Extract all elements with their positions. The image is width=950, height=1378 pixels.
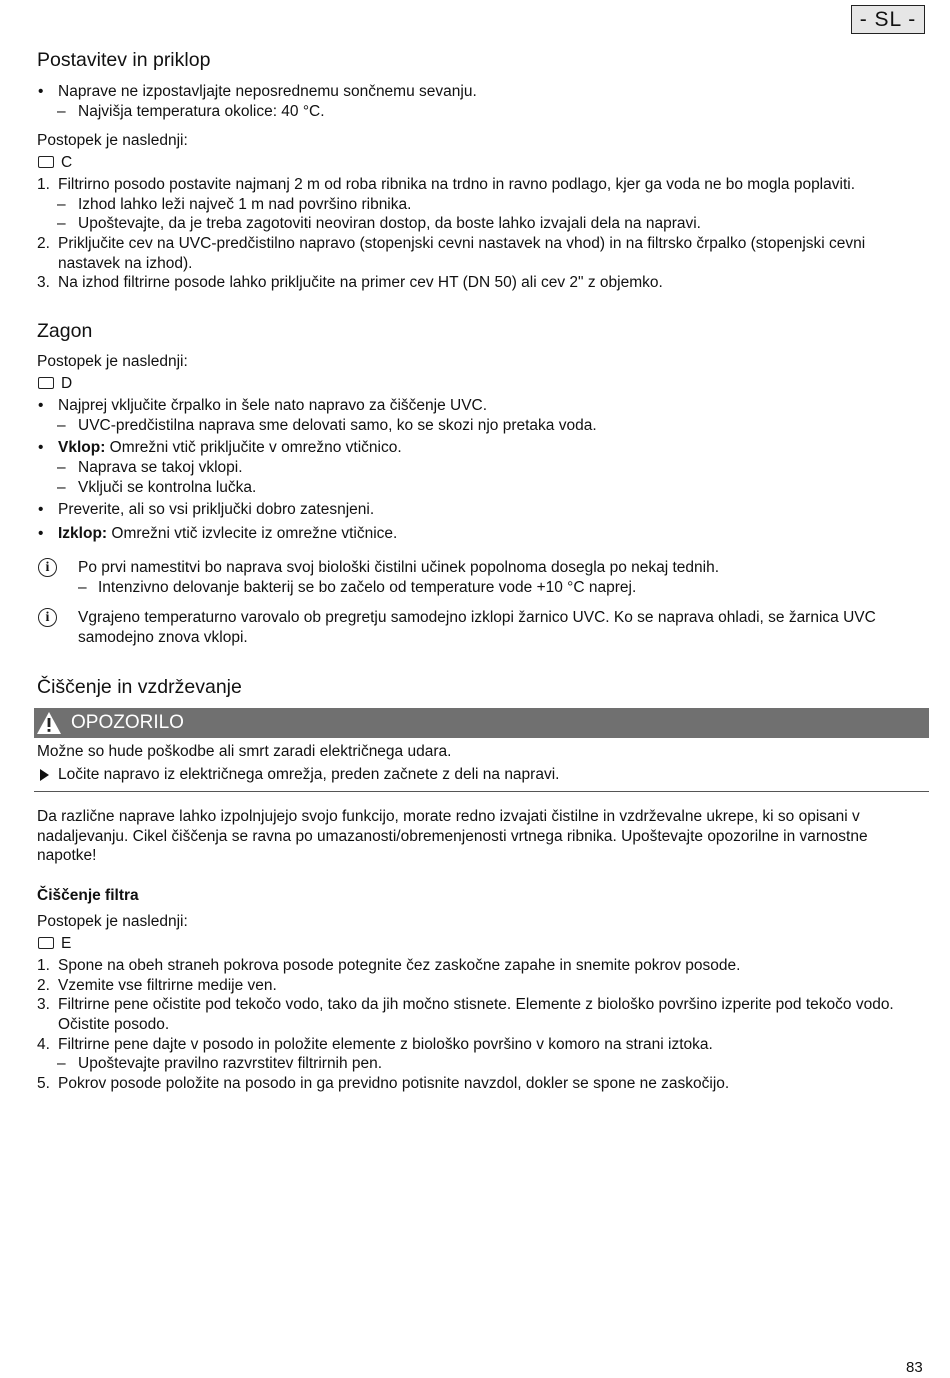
warning-banner — [34, 708, 929, 738]
info-icon: i — [38, 558, 57, 577]
list-item: • Naprave ne izpostavljajte neposrednemu sončnemu sevanju. — [37, 82, 929, 102]
warning-triangle-icon — [36, 711, 62, 735]
step-item — [37, 956, 929, 976]
info-note-subitem-text: Intenzivno delovanje bakterij se bo začelo od temperature vode +10 °C naprej. — [98, 578, 637, 596]
list-item — [37, 438, 929, 458]
step-item — [37, 273, 929, 293]
procedure-label: Postopek je naslednji: — [37, 132, 188, 149]
book-icon — [38, 937, 54, 949]
list-subitem: – Naprava se takoj vklopi. — [57, 458, 243, 476]
list-subitem-text: Vključi se kontrolna lučka. — [78, 478, 257, 496]
section-title-maintenance: Čiščenje in vzdrževanje — [37, 676, 242, 698]
step-item — [37, 1074, 929, 1094]
filter-cleaning-procedure — [37, 912, 929, 1093]
maintenance-intro: Da različne naprave lahko izpolnjujejo svojo funkcijo, morate redno izvajati čistilne in vzdrževalne ukrepe, ki so opisani v nadaljevanju. Cikel čiščenja se ravna po umazanosti/obremenjenosti vrtnega ribnika. Upoštevajte opozorilne in varnostne napotke! — [37, 808, 868, 865]
info-note — [37, 608, 929, 647]
list-subitem: – Izhod lahko leži največ 1 m nad površino ribnika. — [57, 195, 412, 213]
book-icon — [38, 156, 54, 168]
language-badge: - SL - — [851, 5, 925, 34]
setup-content — [37, 82, 929, 121]
list-subitem-text: Upoštevajte, da je treba zagotoviti neoviran dostop, da boste lahko izvajali dela na napravi. — [78, 215, 701, 233]
list-subitem: – Najvišja temperatura okolice: 40 °C. — [57, 102, 325, 120]
list-subitem: – UVC-predčistilna naprava sme delovati samo, ko se skozi njo pretaka voda. — [57, 416, 597, 434]
step-number: 1. — [37, 176, 50, 194]
divider — [34, 791, 929, 792]
section-title-startup: Zagon — [37, 320, 93, 342]
info-note-subitem: – Intenzivno delovanje bakterij se bo začelo od temperature vode +10 °C naprej. — [78, 578, 637, 596]
list-subitem-text: Naprava se takoj vklopi. — [78, 458, 243, 476]
step-number: 1. — [37, 957, 50, 975]
step-item — [37, 234, 929, 273]
page-number: 83 — [906, 1359, 923, 1376]
info-icon: i — [38, 608, 57, 627]
step-text: Vzemite vse filtrirne medije ven. — [58, 976, 277, 994]
info-note — [37, 558, 929, 597]
step-number: 5. — [37, 1074, 50, 1092]
list-item-text: Omrežni vtič priključite v omrežno vtičnico. — [105, 439, 402, 457]
step-text: Filtrirno posodo postavite najmanj 2 m od roba ribnika na trdno in ravno podlago, kjer ga voda ne bo mogla poplaviti. — [58, 176, 856, 194]
figure-label: E — [61, 934, 72, 952]
step-number: 3. — [37, 274, 50, 292]
step-text: Na izhod filtrirne posode lahko priključite na primer cev HT (DN 50) ali cev 2" z objemko. — [58, 274, 663, 292]
step-item — [37, 1035, 929, 1055]
step-number: 2. — [37, 976, 50, 994]
figure-label: D — [61, 374, 73, 392]
procedure-label: Postopek je naslednji: — [37, 353, 188, 370]
figure-reference — [37, 153, 929, 173]
book-icon — [38, 377, 54, 389]
warning-action — [37, 765, 929, 785]
procedure-block — [37, 131, 929, 293]
list-subitem-text: UVC-predčistilna naprava sme delovati samo, ko se skozi njo pretaka voda. — [78, 416, 597, 434]
bold-label: Vklop: — [58, 439, 106, 457]
step-item — [37, 976, 929, 996]
list-subitem-text: Izhod lahko leži največ 1 m nad površino ribnika. — [78, 195, 412, 213]
warning-label: OPOZORILO — [71, 712, 184, 734]
list-subitem-text: Upoštevajte pravilno razvrstitev filtrirnih pen. — [78, 1055, 383, 1073]
list-subitem: – Upoštevajte, da je treba zagotoviti neoviran dostop, da boste lahko izvajali dela na napravi. — [57, 215, 701, 233]
list-item-text: Omrežni vtič izvlecite iz omrežne vtičnice. — [107, 524, 398, 542]
warning-content — [37, 742, 929, 784]
info-note-row — [37, 558, 929, 578]
startup-content — [37, 352, 929, 543]
step-text: Filtrirne pene očistite pod tekočo vodo, tako da jih močno stisnete. Elemente z biološko površino izperite pod tekočo vodo. Očistite posodo. — [58, 996, 894, 1033]
section-title-setup: Postavitev in priklop — [37, 49, 211, 71]
figure-reference — [37, 934, 929, 954]
list-item — [37, 524, 929, 544]
arrow-right-icon — [40, 769, 49, 781]
step-number: 2. — [37, 234, 50, 252]
list-item: • Preverite, ali so vsi priključki dobro zatesnjeni. — [37, 500, 929, 520]
step-number: 3. — [37, 996, 50, 1014]
info-note-text: Vgrajeno temperaturno varovalo ob pregretju samodejno izklopi žarnico UVC. Ko se naprava ohladi, se žarnica UVC samodejno znova vklopi. — [78, 609, 876, 646]
list-subitem-text: Najvišja temperatura okolice: 40 °C. — [78, 102, 325, 120]
list-item: • Najprej vključite črpalko in šele nato napravo za čiščenje UVC. — [37, 396, 929, 416]
info-note-text: Po prvi namestitvi bo naprava svoj biološki čistilni učinek popolnoma dosegla po nekaj tednih. — [78, 559, 720, 576]
list-subitem: – Upoštevajte pravilno razvrstitev filtrirnih pen. — [57, 1055, 383, 1073]
step-number: 4. — [37, 1035, 50, 1053]
step-text: Priključite cev na UVC-predčistilno napravo (stopenjski cevni nastavek na vhod) in na filtrsko črpalko (stopenjski cevni nastavek na izhod). — [58, 234, 866, 272]
procedure-label: Postopek je naslednji: — [37, 913, 188, 930]
warning-text: Možne so hude poškodbe ali smrt zaradi električnega udara. — [37, 743, 452, 760]
info-note-row — [37, 608, 929, 647]
step-text: Filtrirne pene dajte v posodo in položite elemente z biološko površino v komoro na strani iztoka. — [58, 1035, 713, 1053]
step-item — [37, 995, 929, 1034]
step-text: Pokrov posode položite na posodo in ga previdno potisnite navzdol, dokler se spone ne zaskočijo. — [58, 1074, 730, 1092]
list-subitem: – Vključi se kontrolna lučka. — [57, 478, 257, 496]
bold-label: Izklop: — [58, 524, 108, 542]
figure-reference — [37, 374, 929, 394]
figure-label: C — [61, 153, 73, 171]
step-text: Spone na obeh straneh pokrova posode potegnite čez zaskočne zapahe in snemite pokrov posode. — [58, 957, 741, 975]
subsection-title-filter-cleaning: Čiščenje filtra — [37, 887, 139, 904]
warning-action-text: Ločite napravo iz električnega omrežja, preden začnete z deli na napravi. — [58, 765, 560, 783]
step-item — [37, 175, 929, 195]
